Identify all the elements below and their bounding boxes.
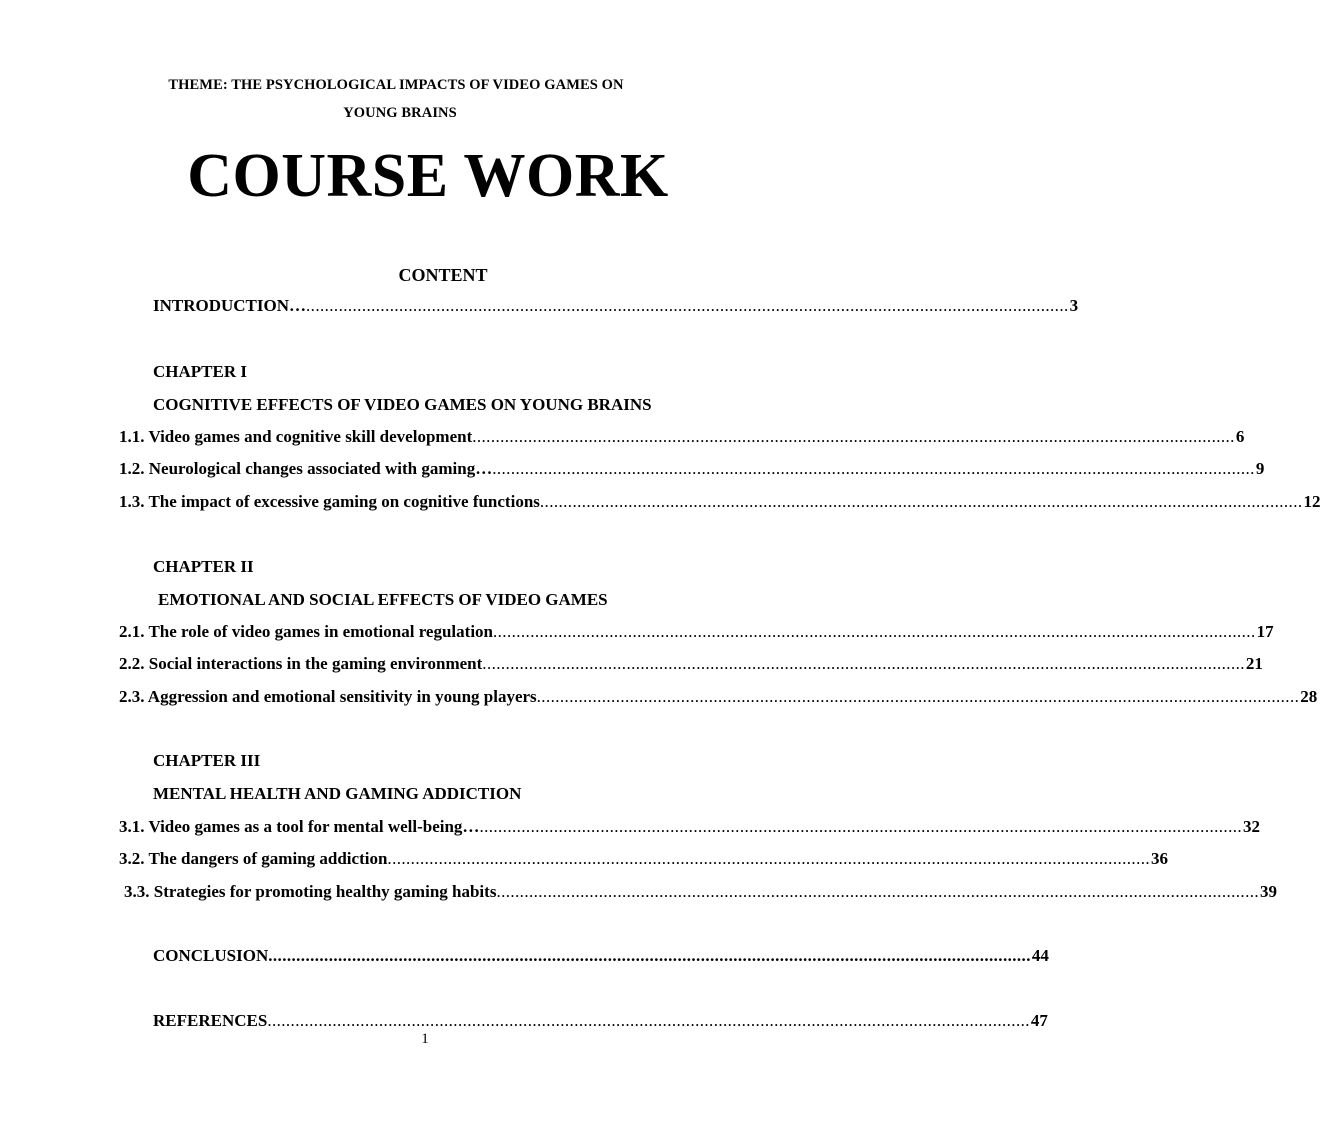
toc-entry-label: REFERENCES (153, 1011, 268, 1030)
dot-leader: .................................................................................................................................................................... (493, 622, 1256, 641)
dot-leader: .................................................................................................................................................................... (479, 817, 1243, 836)
toc-entry-label: 1.2. Neurological changes associated with gaming… (119, 459, 493, 478)
toc-entry-label: 2.1. The role of video games in emotional regulation (119, 622, 493, 641)
dot-leader: .................................................................................................................................................................... (539, 492, 1303, 511)
toc-entry-2-3[interactable] (119, 687, 1318, 711)
theme-line-1: THEME: THE PSYCHOLOGICAL IMPACTS OF VIDEO GAMES ON (168, 77, 624, 93)
page-number: 1 (421, 1031, 429, 1047)
toc-entry-page: 21 (1245, 654, 1263, 673)
dot-leader: .................................................................................................................................................................... (496, 882, 1260, 901)
toc-entry-page: 3 (1069, 296, 1079, 315)
toc-entry-conclusion[interactable] (153, 946, 1049, 970)
dot-leader: .................................................................................................................................................................... (268, 946, 1031, 965)
toc-entry-1-3[interactable] (119, 492, 1321, 516)
toc-entry-page: 17 (1256, 622, 1274, 641)
toc-entry-label: 2.3. Aggression and emotional sensitivity in young players (119, 687, 537, 706)
toc-entry-label: 3.1. Video games as a tool for mental well-being… (119, 817, 480, 836)
toc-entry-page: 32 (1243, 817, 1261, 836)
dot-leader: .................................................................................................................................................................... (472, 427, 1235, 446)
toc-entry-page: 47 (1030, 1011, 1048, 1030)
toc-entry-label: 3.3. Strategies for promoting healthy gaming habits (124, 882, 497, 901)
toc-entry-label: 1.1. Video games and cognitive skill development (119, 427, 473, 446)
toc-entry-3-2[interactable] (119, 849, 1169, 873)
toc-entry-3-3[interactable] (124, 882, 1278, 906)
toc-entry-2-2[interactable] (119, 654, 1263, 678)
toc-entry-page: 36 (1151, 849, 1169, 868)
toc-heading: CONTENT (398, 265, 488, 285)
toc-entry-page: 9 (1255, 459, 1265, 478)
chapter-1-title: COGNITIVE EFFECTS OF VIDEO GAMES ON YOUNG BRAINS (153, 395, 652, 414)
toc-entry-page: 12 (1303, 492, 1321, 511)
toc-entry-label: CONCLUSION (153, 946, 269, 965)
dot-leader: .................................................................................................................................................................... (536, 687, 1300, 706)
page-title: COURSE WORK (187, 142, 669, 210)
toc-entry-page: 28 (1300, 687, 1318, 706)
dot-leader: .................................................................................................................................................................... (492, 459, 1255, 478)
toc-entry-label: 1.3. The impact of excessive gaming on cognitive functions (119, 492, 540, 511)
toc-entry-1-2[interactable] (119, 459, 1265, 483)
chapter-2-title: EMOTIONAL AND SOCIAL EFFECTS OF VIDEO GAMES (158, 590, 608, 609)
toc-entry-page: 6 (1235, 427, 1245, 446)
toc-entry-label: 2.2. Social interactions in the gaming environment (119, 654, 483, 673)
toc-entry-page: 39 (1260, 882, 1278, 901)
toc-entry-label: 3.2. The dangers of gaming addiction (119, 849, 388, 868)
dot-leader: .................................................................................................................................................................... (387, 849, 1151, 868)
chapter-2-label: CHAPTER II (153, 557, 254, 576)
chapter-3-title: MENTAL HEALTH AND GAMING ADDICTION (153, 784, 522, 803)
toc-entry-introduction[interactable] (153, 296, 1079, 320)
toc-entry-1-1[interactable] (119, 427, 1245, 451)
dot-leader: .................................................................................................................................................................... (482, 654, 1245, 673)
toc-entry-label: INTRODUCTION… (153, 296, 307, 315)
chapter-3-label: CHAPTER III (153, 751, 261, 770)
chapter-1-label: CHAPTER I (153, 362, 247, 381)
toc-entry-3-1[interactable] (119, 817, 1261, 841)
toc-entry-2-1[interactable] (119, 622, 1274, 646)
toc-entry-page: 44 (1031, 946, 1049, 965)
dot-leader: .................................................................................................................................................................... (306, 296, 1069, 315)
dot-leader: .................................................................................................................................................................... (267, 1011, 1030, 1030)
theme-line-2: YOUNG BRAINS (343, 105, 457, 121)
